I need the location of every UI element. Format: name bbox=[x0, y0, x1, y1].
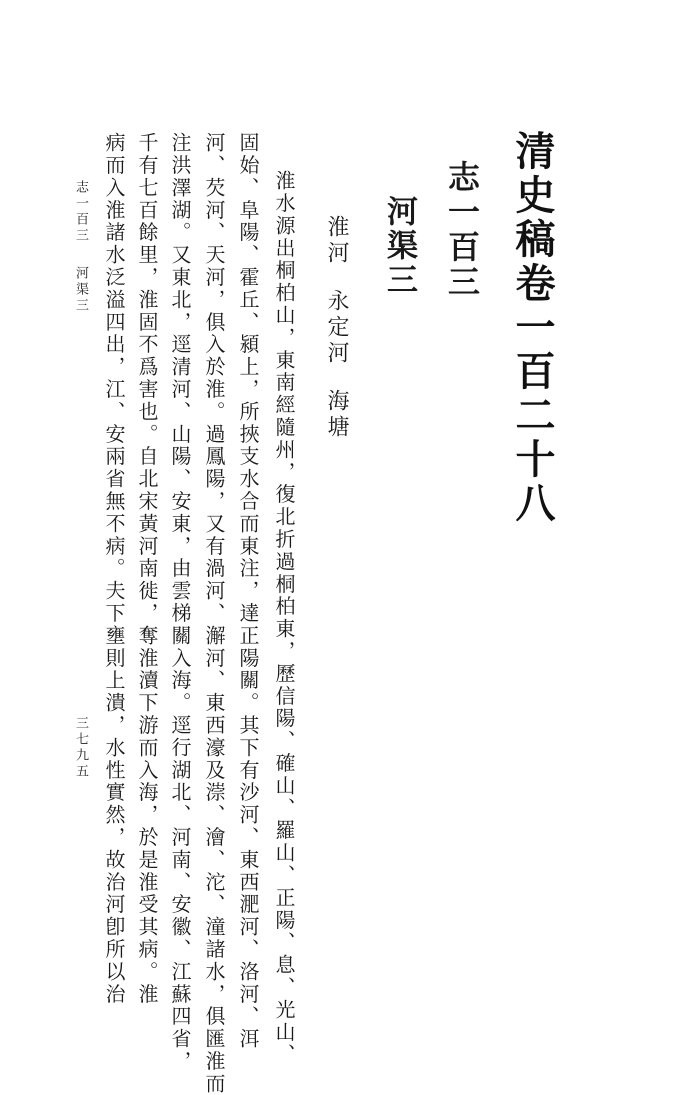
body-column: 病而入淮諸水泛溢四出，江、安兩省無不病。夫下壅則上潰，水性實然，故治河卽所以治 bbox=[102, 132, 126, 1006]
page-number: 三七九五 bbox=[73, 716, 88, 780]
body-column: 河、芡河、天河，俱入於淮。過鳳陽，又有渦河、澥河、東西濠及漴、澮、沱、潼諸水，俱匯淮而 bbox=[202, 132, 226, 1095]
topic-list bbox=[325, 215, 347, 441]
footer-section: 河渠三 bbox=[73, 266, 88, 314]
footer-treatise: 志一百三 bbox=[73, 180, 88, 244]
body-column: 注洪澤湖。又東北，逕清河、山陽、安東，由雲梯關入海。逕行湖北、河南、安徽、江蘇四省， bbox=[168, 132, 192, 1073]
topic-item: 海塘 bbox=[324, 389, 349, 441]
running-footer bbox=[74, 180, 87, 314]
body-column: 淮水源出桐柏山，東南經隨州，復北折過桐柏東，歷信陽、確山、羅山、正陽、息、光山、 bbox=[272, 170, 296, 1066]
section-title: 河渠三 bbox=[381, 195, 417, 297]
volume-title: 清史稿卷一百二十八 bbox=[509, 130, 556, 526]
body-column: 千有七百餘里，淮固不爲害也。自北宋黃河南徙，奪淮瀆下游而入海，於是淮受其病。淮 bbox=[135, 132, 159, 1006]
topic-item: 永定河 bbox=[324, 289, 349, 367]
topic-item: 淮河 bbox=[324, 215, 349, 267]
treatise-label: 志一百三 bbox=[443, 160, 481, 300]
body-column: 固始、阜陽、霍丘、潁上，所挾支水合而東注，達正陽關。其下有沙河、東西淝河、洛河、洱 bbox=[236, 132, 260, 1051]
